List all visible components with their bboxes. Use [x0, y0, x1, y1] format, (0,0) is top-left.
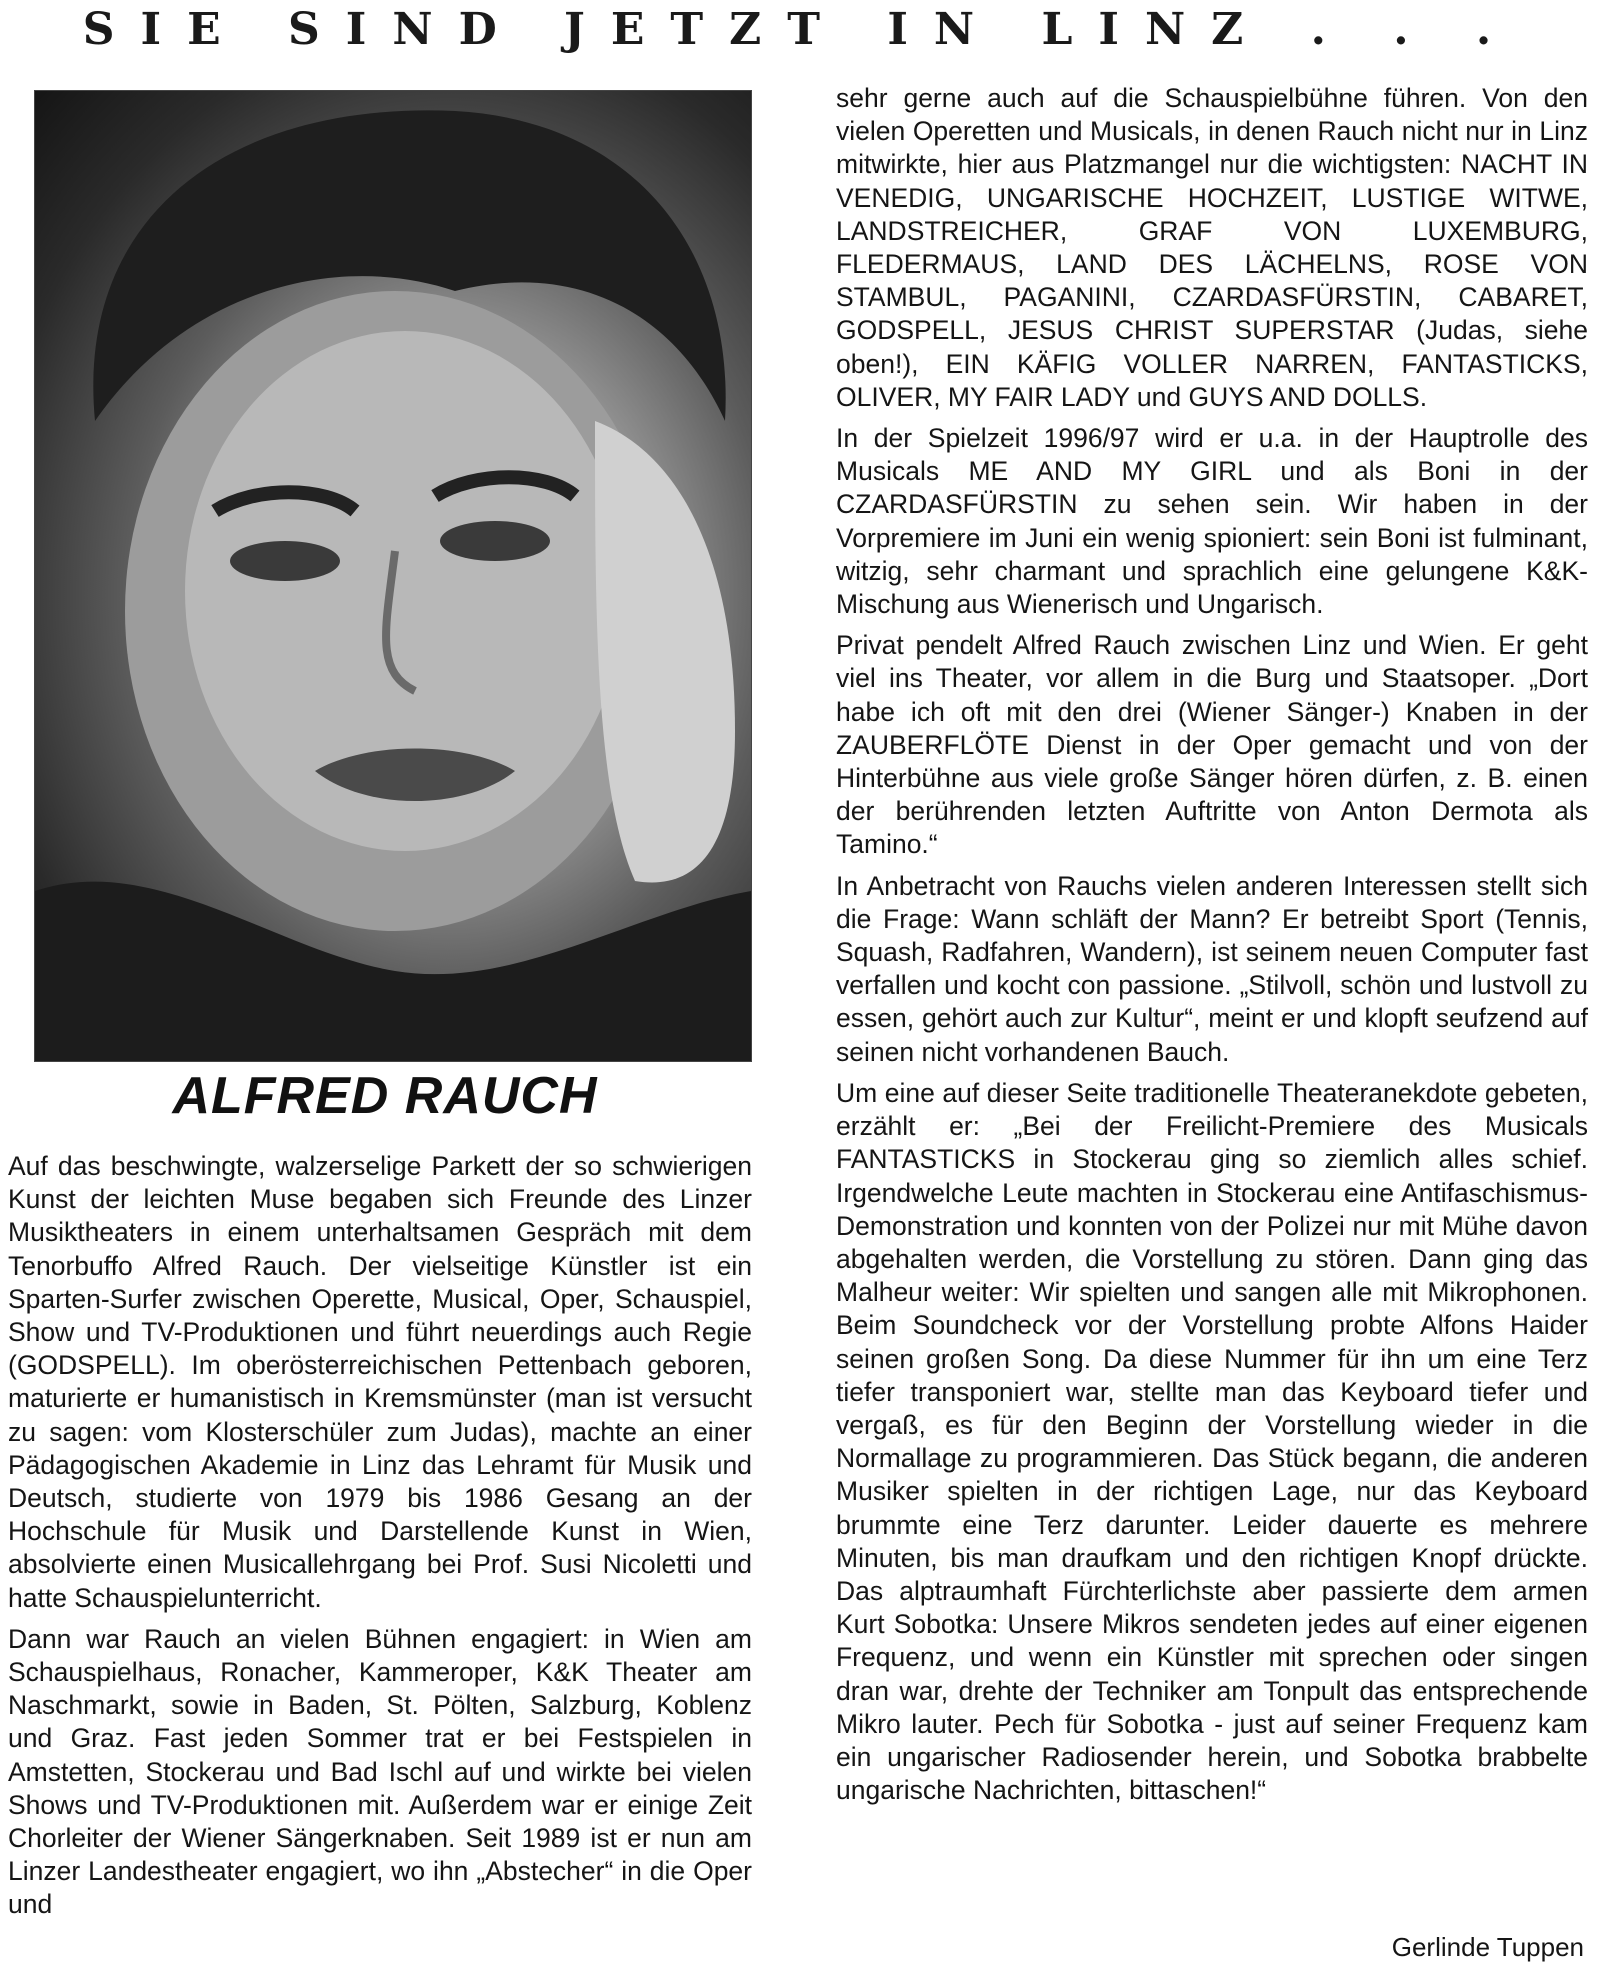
article-paragraph: Dann war Rauch an vielen Bühnen engagiert: in Wien am Schauspielhaus, Ronacher, Kammeroper, K&K Theater am Naschmarkt, sowie in Baden, St. Pölten, Salzburg, Koblenz und Graz. Fast jeden Sommer trat er bei Festspielen in Amstetten, Stockerau und Bad Ischl auf und wirkte bei vielen Shows und TV-Produktionen mit. Außerdem war er einige Zeit Chorleiter der Wiener Sängerknaben. Seit 1989 ist er nun am Linzer Landestheater engagiert, wo ihn „Abstecher“ in die Oper und [8, 1623, 752, 1920]
portrait-photo [34, 90, 752, 1062]
article-paragraph: Um eine auf dieser Seite traditionelle Theateranekdote gebeten, erzählt er: „Bei der Freilicht-Premiere des Musicals FANTASTICKS in Stockerau ging so ziemlich alles schief. Irgendwelche Leute machten in Stockerau eine Antifaschismus-Demonstration und konnten von der Polizei nur mit Mühe davon abgehalten werden, die Vorstellung zu stören. Dann ging das Malheur weiter: Wir spielten und sangen alle mit Mikrophonen. Beim Soundcheck vor der Vorstellung probte Alfons Haider seinen großen Song. Da diese Nummer für ihn um eine Terz tiefer transponiert war, stellte man das Keyboard tiefer und vergaß, es für den Beginn der Vorstellung wieder in die Normallage zu programmieren. Das Stück begann, die anderen Musiker spielten in der richtigen Lage, nur das Keyboard brummte eine Terz darunter. Leider dauerte es mehrere Minuten, bis man draufkam und den richtigen Knopf drückte. Das alptraumhaft Fürchterlichste aber passierte dem armen Kurt Sobotka: Unsere Mikros sendeten jedes auf einer eigenen Frequenz, und wenn ein Künstler mit sprechen oder singen dran war, drehte der Techniker am Tonpult das entsprechende Mikro lauter. Pech für Sobotka - just auf seiner Frequenz kam ein ungarischer Radiosender herein, und Sobotka brabbelte ungarische Nachrichten, bittaschen!“ [836, 1077, 1588, 1806]
article-paragraph: sehr gerne auch auf die Schauspielbühne führen. Von den vielen Operetten und Musicals, in denen Rauch nicht nur in Linz mitwirkte, hier aus Platzmangel nur die wichtigsten: NACHT IN VENEDIG, UNGARISCHE HOCHZEIT, LUSTIGE WITWE, LANDSTREICHER, GRAF VON LUXEMBURG, FLEDERMAUS, LAND DES LÄCHELNS, ROSE VON STAMBUL, PAGANINI, CZARDASFÜRSTIN, CABARET, GODSPELL, JESUS CHRIST SUPERSTAR (Judas, siehe oben!), EIN KÄFIG VOLLER NARREN, FANTASTICKS, OLIVER, MY FAIR LADY und GUYS AND DOLLS. [836, 83, 1588, 412]
article-left-column [8, 1150, 752, 1930]
portrait-photo-icon [35, 91, 751, 1061]
article-author: Gerlinde Tuppen [1391, 1932, 1584, 1962]
article-paragraph: In der Spielzeit 1996/97 wird er u.a. in der Hauptrolle des Musicals ME AND MY GIRL und als Boni in der CZARDASFÜRSTIN zu sehen sein. Wir haben in der Vorpremiere im Juni ein wenig spioniert: sein Boni ist fulminant, witzig, sehr charmant und sprachlich eine gelungene K&K-Mischung aus Wienerisch und Ungarisch. [836, 423, 1588, 620]
article-paragraph: Auf das beschwingte, walzerselige Parkett der so schwierigen Kunst der leichten Muse begaben sich Freunde des Linzer Musiktheaters in einem unterhaltsamen Gespräch mit dem Tenorbuffo Alfred Rauch. Der vielseitige Künstler ist ein Sparten-Surfer zwischen Operette, Musical, Oper, Schauspiel, Show und TV-Produktionen und führt neuerdings auch Regie (GODSPELL). Im oberösterreichischen Pettenbach geboren, maturierte er humanistisch in Kremsmünster (man ist versucht zu sagen: vom Klosterschüler zum Judas), machte an einer Pädagogischen Akademie in Linz das Lehramt für Musik und Deutsch, studierte von 1979 bis 1986 Gesang an der Hochschule für Musik und Darstellende Kunst in Wien, absolvierte einen Musicallehrgang bei Prof. Susi Nicoletti und hatte Schauspielunterricht. [8, 1151, 752, 1613]
article-person-name: ALFRED RAUCH [172, 1067, 598, 1125]
article-paragraph: Privat pendelt Alfred Rauch zwischen Linz und Wien. Er geht viel ins Theater, vor allem in die Burg und Staatsoper. „Dort habe ich oft mit den drei (Wiener Sänger-) Knaben in der ZAUBERFLÖTE Dienst in der Oper gemacht und von der Hinterbühne aus viele große Sänger hören dürfen, z. B. einen der berührenden letzten Auftritte von Anton Dermota als Tamino.“ [836, 630, 1588, 860]
article-right-column [836, 82, 1588, 1815]
article-paragraph: In Anbetracht von Rauchs vielen anderen Interessen stellt sich die Frage: Wann schläft der Mann? Er betreibt Sport (Tennis, Squash, Radfahren, Wandern), ist seinem neuen Computer fast verfallen und kocht con passione. „Stilvoll, schön und lustvoll zu essen, gehört auch zur Kultur“, meint er und klopft seufzend auf seinen nicht vorhandenen Bauch. [836, 870, 1588, 1067]
page-header-title: SIE SIND JETZT IN LINZ . . . [82, 4, 1518, 55]
